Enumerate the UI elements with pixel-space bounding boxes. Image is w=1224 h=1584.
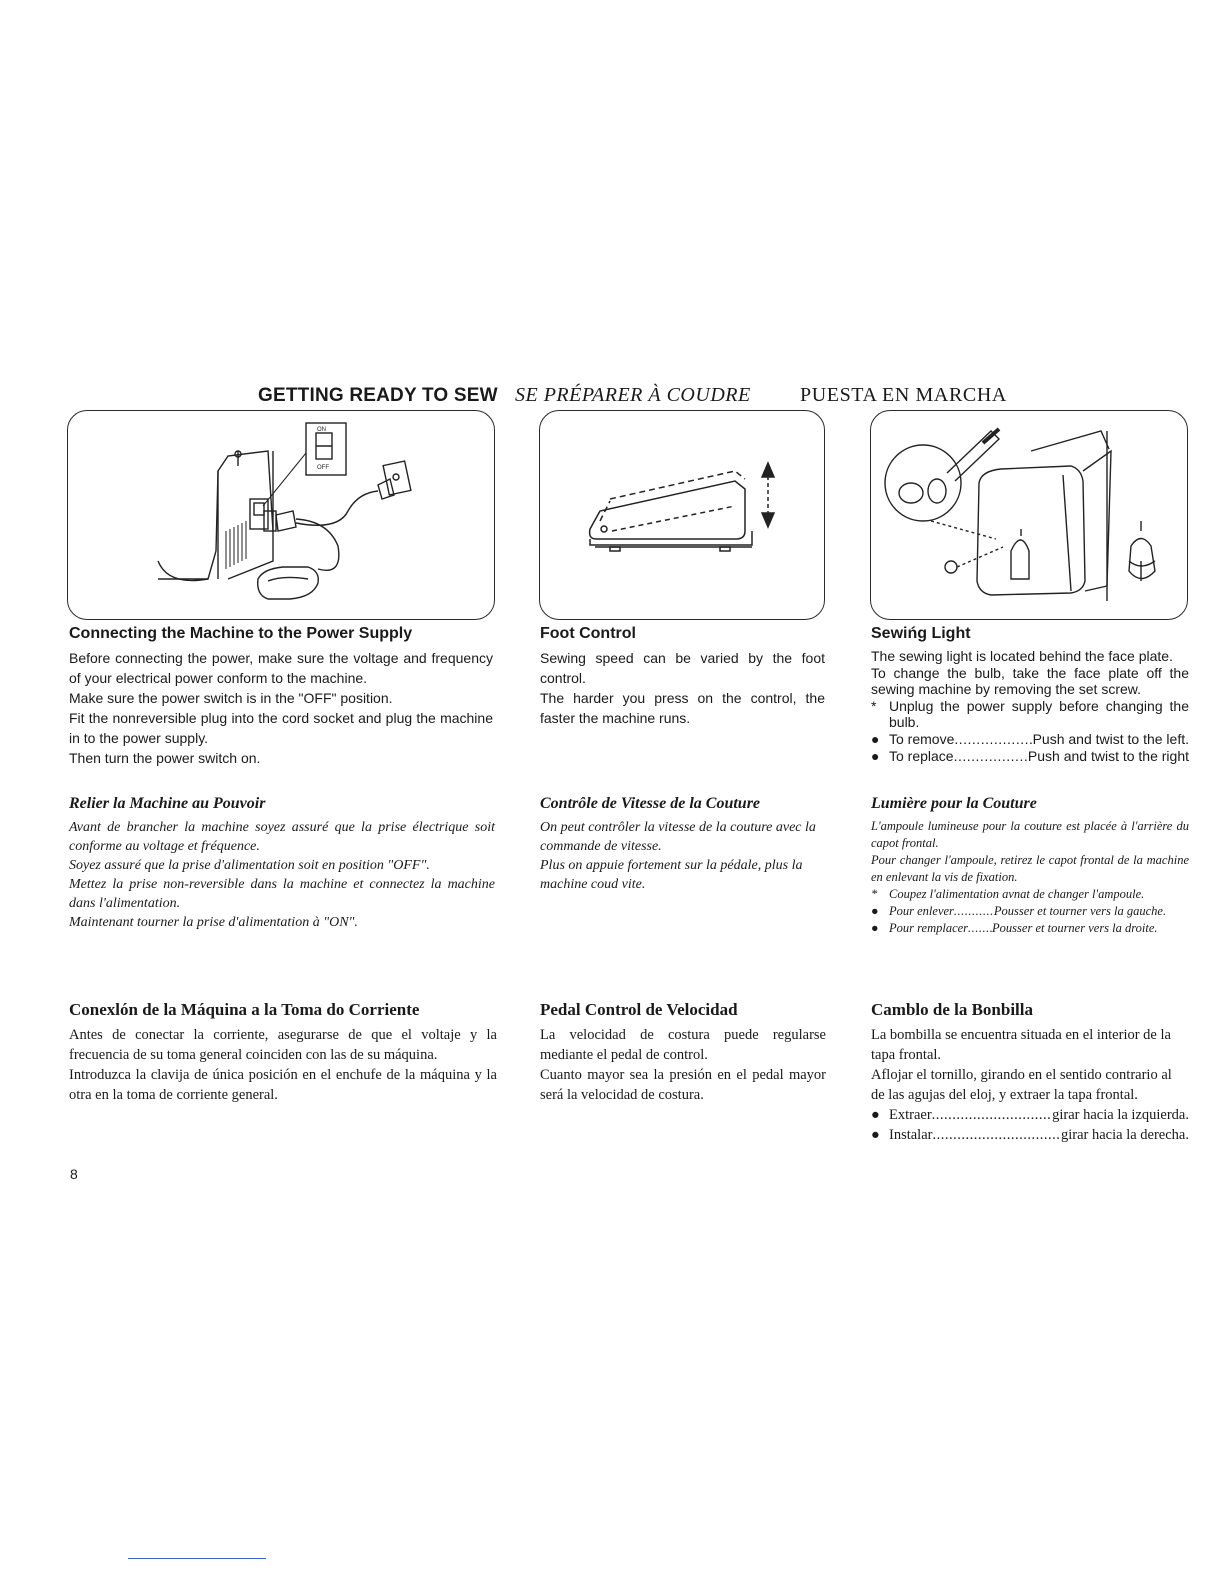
power-english-paragraph: Before connecting the power, make sure the voltage and frequency of your electrical power conform to the machine.: [69, 650, 493, 686]
light-french-note: [871, 886, 1189, 903]
list-item-value: Push and twist to the right: [1027, 748, 1189, 764]
foot-control-illustration: [540, 411, 825, 620]
light-english-title: Sewińg Light: [871, 625, 971, 642]
bullet-icon: ●: [871, 748, 880, 764]
foot-english-title: Foot Control: [540, 625, 636, 642]
light-spanish-section: [871, 1000, 1189, 1145]
dot-leader: [932, 1125, 1061, 1145]
light-english-note: [871, 698, 1189, 731]
light-spanish-title: Camblo de la Bonbilla: [871, 1000, 1034, 1019]
light-english-section: [871, 625, 1189, 766]
power-english-title: Connecting the Machine to the Power Supply: [69, 625, 413, 642]
light-spanish-paragraph: Aflojar el tornillo, girando en el sentido contrario al de las agujas del eloj, y extraer la tapa frontal.: [871, 1067, 1172, 1103]
foot-control-figure: [539, 410, 825, 620]
power-connection-illustration: [68, 411, 495, 620]
foot-spanish-section: [540, 1000, 826, 1105]
power-english-paragraph: Fit the nonreversible plug into the cord socket and plug the machine in to the power supply.: [69, 710, 493, 746]
light-french-paragraph: Pour changer l'ampoule, retirez le capot frontal de la machine en enlevant la vis de fixation.: [871, 853, 1189, 884]
asterisk-icon: *: [871, 697, 877, 714]
foot-spanish-paragraph: La velocidad de costura puede regularse mediante el pedal de control.: [540, 1027, 826, 1063]
foot-spanish-title: Pedal Control de Velocidad: [540, 1000, 738, 1019]
dot-leader: [932, 1105, 1052, 1125]
list-item-value: Push and twist to the left.: [1032, 730, 1189, 747]
foot-french-paragraph: Plus on appuie fortement sur la pédale, plus la machine coud vite.: [540, 858, 803, 892]
switch-on-label: ON: [317, 427, 326, 433]
dot-leader: [954, 903, 994, 920]
page-number: 8: [70, 1166, 78, 1182]
header-french: SE PRÉPARER À COUDRE: [515, 384, 751, 406]
list-item: [871, 920, 1189, 937]
power-french-paragraph: Soyez assuré que la prise d'alimentation soit en position "OFF".: [69, 858, 430, 873]
list-item-label: To replace: [889, 748, 954, 764]
power-spanish-paragraph: Antes de conectar la corriente, asegurarse de que el voltaje y la frecuencia de su toma general coinciden con las de su máquina.: [69, 1027, 497, 1063]
foot-english-paragraph: The harder you press on the control, the faster the machine runs.: [540, 690, 825, 726]
switch-off-label: OFF: [317, 465, 329, 471]
foot-french-section: [540, 795, 825, 894]
light-french-section: [871, 795, 1189, 937]
power-english-section: [69, 625, 493, 768]
list-item-label: To remove: [889, 730, 955, 747]
power-english-paragraph: Make sure the power switch is in the "OFF" position.: [69, 690, 393, 706]
list-item-label: Extraer: [889, 1107, 932, 1123]
bullet-icon: ●: [871, 1127, 880, 1143]
light-french-title: Lumière pour la Couture: [871, 795, 1037, 812]
power-french-paragraph: Mettez la prise non-reversible dans la machine et connectez la machine dans l'alimentation.: [69, 877, 495, 911]
light-english-paragraph: To change the bulb, take the face plate off the sewing machine by removing the set screw.: [871, 664, 1189, 697]
foot-english-section: [540, 625, 825, 728]
power-french-title: Relier la Machine au Pouvoir: [69, 795, 266, 812]
foot-spanish-paragraph: Cuanto mayor sea la presión en el pedal mayor será la velocidad de costura.: [540, 1067, 826, 1103]
header-spanish: PUESTA EN MARCHA: [800, 384, 1007, 406]
list-item: [871, 748, 1189, 766]
list-item-label: Pour remplacer: [889, 921, 969, 935]
power-spanish-paragraph: Introduzca la clavija de única posición en el enchufe de la máquina y la otra en la toma de corriente general.: [69, 1067, 497, 1103]
light-english-paragraph: The sewing light is located behind the face plate.: [871, 648, 1173, 664]
dot-leader: [954, 731, 1032, 749]
power-spanish-title: Conexlón de la Máquina a la Toma do Corriente: [69, 1000, 420, 1019]
power-french-section: [69, 795, 495, 932]
bullet-icon: ●: [871, 921, 879, 935]
list-item: [871, 903, 1189, 920]
light-spanish-paragraph: La bombilla se encuentra situada en el interior de la tapa frontal.: [871, 1027, 1171, 1063]
foot-french-title: Contrôle de Vitesse de la Couture: [540, 795, 761, 812]
asterisk-icon: *: [871, 887, 878, 901]
power-connection-figure: [67, 410, 495, 620]
dot-leader: [954, 748, 1028, 766]
list-item: [871, 1125, 1189, 1145]
list-item-value: girar hacia la izquierda.: [1052, 1107, 1189, 1123]
list-item: [871, 1105, 1189, 1125]
list-item-value: girar hacia la derecha.: [1061, 1127, 1189, 1143]
light-french-paragraph: L'ampoule lumineuse pour la couture est placée à l'arrière du capot frontal.: [871, 819, 1189, 850]
dot-leader: [968, 920, 992, 937]
bullet-icon: ●: [871, 730, 880, 747]
power-spanish-section: [69, 1000, 497, 1105]
foot-french-paragraph: On peut contrôler la vitesse de la couture avec la commande de vitesse.: [540, 820, 816, 854]
bullet-icon: ●: [871, 904, 879, 918]
power-english-paragraph: Then turn the power switch on.: [69, 750, 261, 766]
header-english: GETTING READY TO SEW: [258, 385, 498, 406]
power-french-paragraph: Maintenant tourner la prise d'alimentation à "ON".: [69, 915, 358, 930]
bullet-icon: ●: [871, 1107, 880, 1123]
list-item-value: Pousser et tourner vers la droite.: [992, 921, 1158, 935]
power-french-paragraph: Avant de brancher la machine soyez assuré que la prise électrique soit conforme au voltage et fréquence.: [69, 820, 495, 854]
sewing-light-illustration: [871, 411, 1188, 620]
list-item-value: Pousser et tourner vers la gauche.: [993, 904, 1167, 918]
sewing-light-figure: [870, 410, 1188, 620]
bottom-rule: [128, 1558, 266, 1559]
list-item-label: Instalar: [889, 1127, 933, 1143]
light-english-note-text: Unplug the power supply before changing the bulb.: [889, 697, 1189, 730]
list-item-label: Pour enlever: [889, 904, 954, 918]
list-item: [871, 731, 1189, 749]
foot-english-paragraph: Sewing speed can be varied by the foot control.: [540, 650, 825, 686]
light-french-note-text: Coupez l'alimentation avnat de changer l'ampoule.: [889, 887, 1145, 901]
